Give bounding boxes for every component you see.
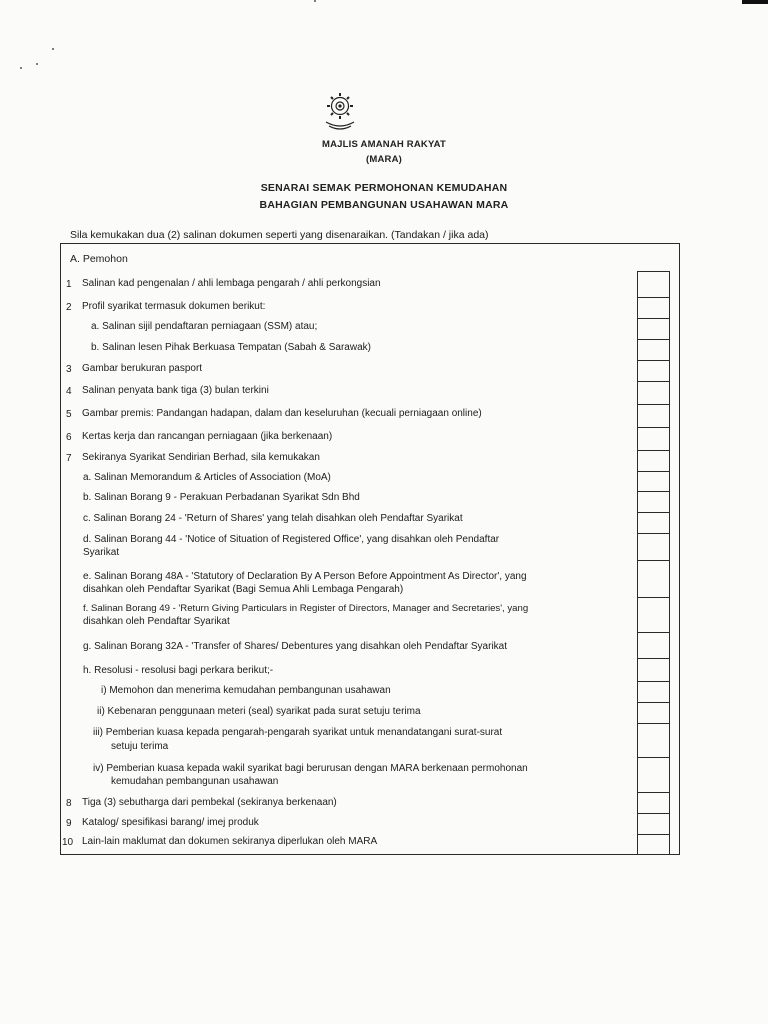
item-text: h. Resolusi - resolusi bagi perkara berikut;- bbox=[83, 665, 274, 676]
item-number: 10 bbox=[62, 837, 74, 848]
item-number: 5 bbox=[66, 409, 72, 420]
item-text: a. Salinan Memorandum & Articles of Association (MoA) bbox=[83, 472, 331, 483]
item-text: i) Memohon dan menerima kemudahan pembangunan usahawan bbox=[101, 685, 391, 696]
checkbox-divider bbox=[637, 271, 670, 272]
item-text: Profil syarikat termasuk dokumen berikut: bbox=[82, 301, 266, 312]
item-text: Kertas kerja dan rancangan perniagaan (jika berkenaan) bbox=[82, 431, 333, 442]
checkbox-divider bbox=[637, 318, 670, 319]
item-number: 7 bbox=[66, 453, 72, 464]
item-text: f. Salinan Borang 49 - 'Return Giving Particulars in Register of Directors, Manager and Secretaries', yang bbox=[83, 603, 529, 614]
checkbox-divider bbox=[637, 597, 670, 598]
checkbox-divider bbox=[637, 450, 670, 451]
item-text: e. Salinan Borang 48A - 'Statutory of Declaration By A Person Before Appointment As Director', yang bbox=[83, 571, 527, 582]
item-text: Lain-lain maklumat dan dokumen sekiranya diperlukan oleh MARA bbox=[82, 836, 378, 847]
checkbox-divider bbox=[637, 792, 670, 793]
item-text: b. Salinan Borang 9 - Perakuan Perbadanan Syarikat Sdn Bhd bbox=[83, 492, 360, 503]
item-text: d. Salinan Borang 44 - 'Notice of Situation of Registered Office', yang disahkan oleh Pendaftar bbox=[83, 534, 500, 545]
checkbox-divider bbox=[637, 560, 670, 561]
checkbox-divider bbox=[637, 427, 670, 428]
checkbox-divider bbox=[637, 834, 670, 835]
item-text-continued: Syarikat bbox=[83, 547, 120, 558]
mara-logo-icon bbox=[316, 88, 364, 136]
checkbox-divider bbox=[637, 813, 670, 814]
item-text: b. Salinan lesen Pihak Berkuasa Tempatan (Sabah & Sarawak) bbox=[91, 342, 371, 353]
checkbox-divider bbox=[637, 723, 670, 724]
item-text-continued: disahkan oleh Pendaftar Syarikat (Bagi Semua Ahli Lembaga Pengarah) bbox=[83, 584, 404, 595]
item-text-continued: disahkan oleh Pendaftar Syarikat bbox=[83, 616, 230, 627]
item-text: iv) Pemberian kuasa kepada wakil syarikat bagi berurusan dengan MARA berkenaan permohonan bbox=[93, 763, 528, 774]
scan-speck bbox=[20, 67, 22, 69]
item-text: a. Salinan sijil pendaftaran perniagaan (SSM) atau; bbox=[91, 321, 318, 332]
checkbox-divider bbox=[637, 512, 670, 513]
checkbox-column bbox=[637, 271, 670, 855]
checkbox-divider bbox=[637, 339, 670, 340]
instructions-text: Sila kemukakan dua (2) salinan dokumen seperti yang disenaraikan. (Tandakan / jika ada) bbox=[70, 229, 489, 241]
item-text: Gambar berukuran pasport bbox=[82, 363, 203, 374]
item-text: ii) Kebenaran penggunaan meteri (seal) syarikat pada surat setuju terima bbox=[97, 706, 421, 717]
item-text: g. Salinan Borang 32A - 'Transfer of Shares/ Debentures yang disahkan oleh Pendaftar Syarikat bbox=[83, 641, 508, 652]
page-title: SENARAI SEMAK PERMOHONAN KEMUDAHAN bbox=[260, 182, 508, 194]
scan-speck bbox=[36, 63, 38, 65]
org-abbr: (MARA) bbox=[365, 154, 403, 165]
item-text: c. Salinan Borang 24 - 'Return of Shares' yang telah disahkan oleh Pendaftar Syarikat bbox=[83, 513, 463, 524]
item-number: 6 bbox=[66, 432, 72, 443]
item-text: Sekiranya Syarikat Sendirian Berhad, sila kemukakan bbox=[82, 452, 320, 463]
item-text: Tiga (3) sebutharga dari pembekal (sekiranya berkenaan) bbox=[82, 797, 337, 808]
checkbox-divider bbox=[637, 681, 670, 682]
checkbox-divider bbox=[637, 702, 670, 703]
scan-edge-mark bbox=[742, 0, 768, 4]
item-text: Katalog/ spesifikasi barang/ imej produk bbox=[82, 817, 259, 828]
item-text: Gambar premis: Pandangan hadapan, dalam dan keseluruhan (kecuali perniagaan online) bbox=[82, 408, 482, 419]
item-text: Salinan kad pengenalan / ahli lembaga pengarah / ahli perkongsian bbox=[82, 278, 381, 289]
checkbox-divider bbox=[637, 360, 670, 361]
item-number: 4 bbox=[66, 386, 72, 397]
item-number: 8 bbox=[66, 798, 72, 809]
org-name: MAJLIS AMANAH RAKYAT bbox=[322, 139, 446, 150]
item-text: Salinan penyata bank tiga (3) bulan terkini bbox=[82, 385, 269, 396]
checkbox-divider bbox=[637, 658, 670, 659]
item-text-continued: kemudahan pembangunan usahawan bbox=[111, 776, 279, 787]
item-number: 2 bbox=[66, 302, 72, 313]
checkbox-divider bbox=[637, 632, 670, 633]
checkbox-divider bbox=[637, 381, 670, 382]
checkbox-divider bbox=[637, 757, 670, 758]
checkbox-divider bbox=[637, 491, 670, 492]
scan-speck bbox=[314, 0, 316, 2]
page-subtitle: BAHAGIAN PEMBANGUNAN USAHAWAN MARA bbox=[259, 199, 509, 211]
checkbox-divider bbox=[637, 297, 670, 298]
item-number: 1 bbox=[66, 279, 72, 290]
item-text: iii) Pemberian kuasa kepada pengarah-pengarah syarikat untuk menandatangani surat-surat bbox=[93, 727, 503, 738]
item-number: 9 bbox=[66, 818, 72, 829]
scan-speck bbox=[52, 48, 54, 50]
checkbox-divider bbox=[637, 404, 670, 405]
section-title: A. Pemohon bbox=[70, 253, 128, 265]
checkbox-divider bbox=[637, 533, 670, 534]
checkbox-divider bbox=[637, 471, 670, 472]
item-text-continued: setuju terima bbox=[111, 741, 169, 752]
item-number: 3 bbox=[66, 364, 72, 375]
